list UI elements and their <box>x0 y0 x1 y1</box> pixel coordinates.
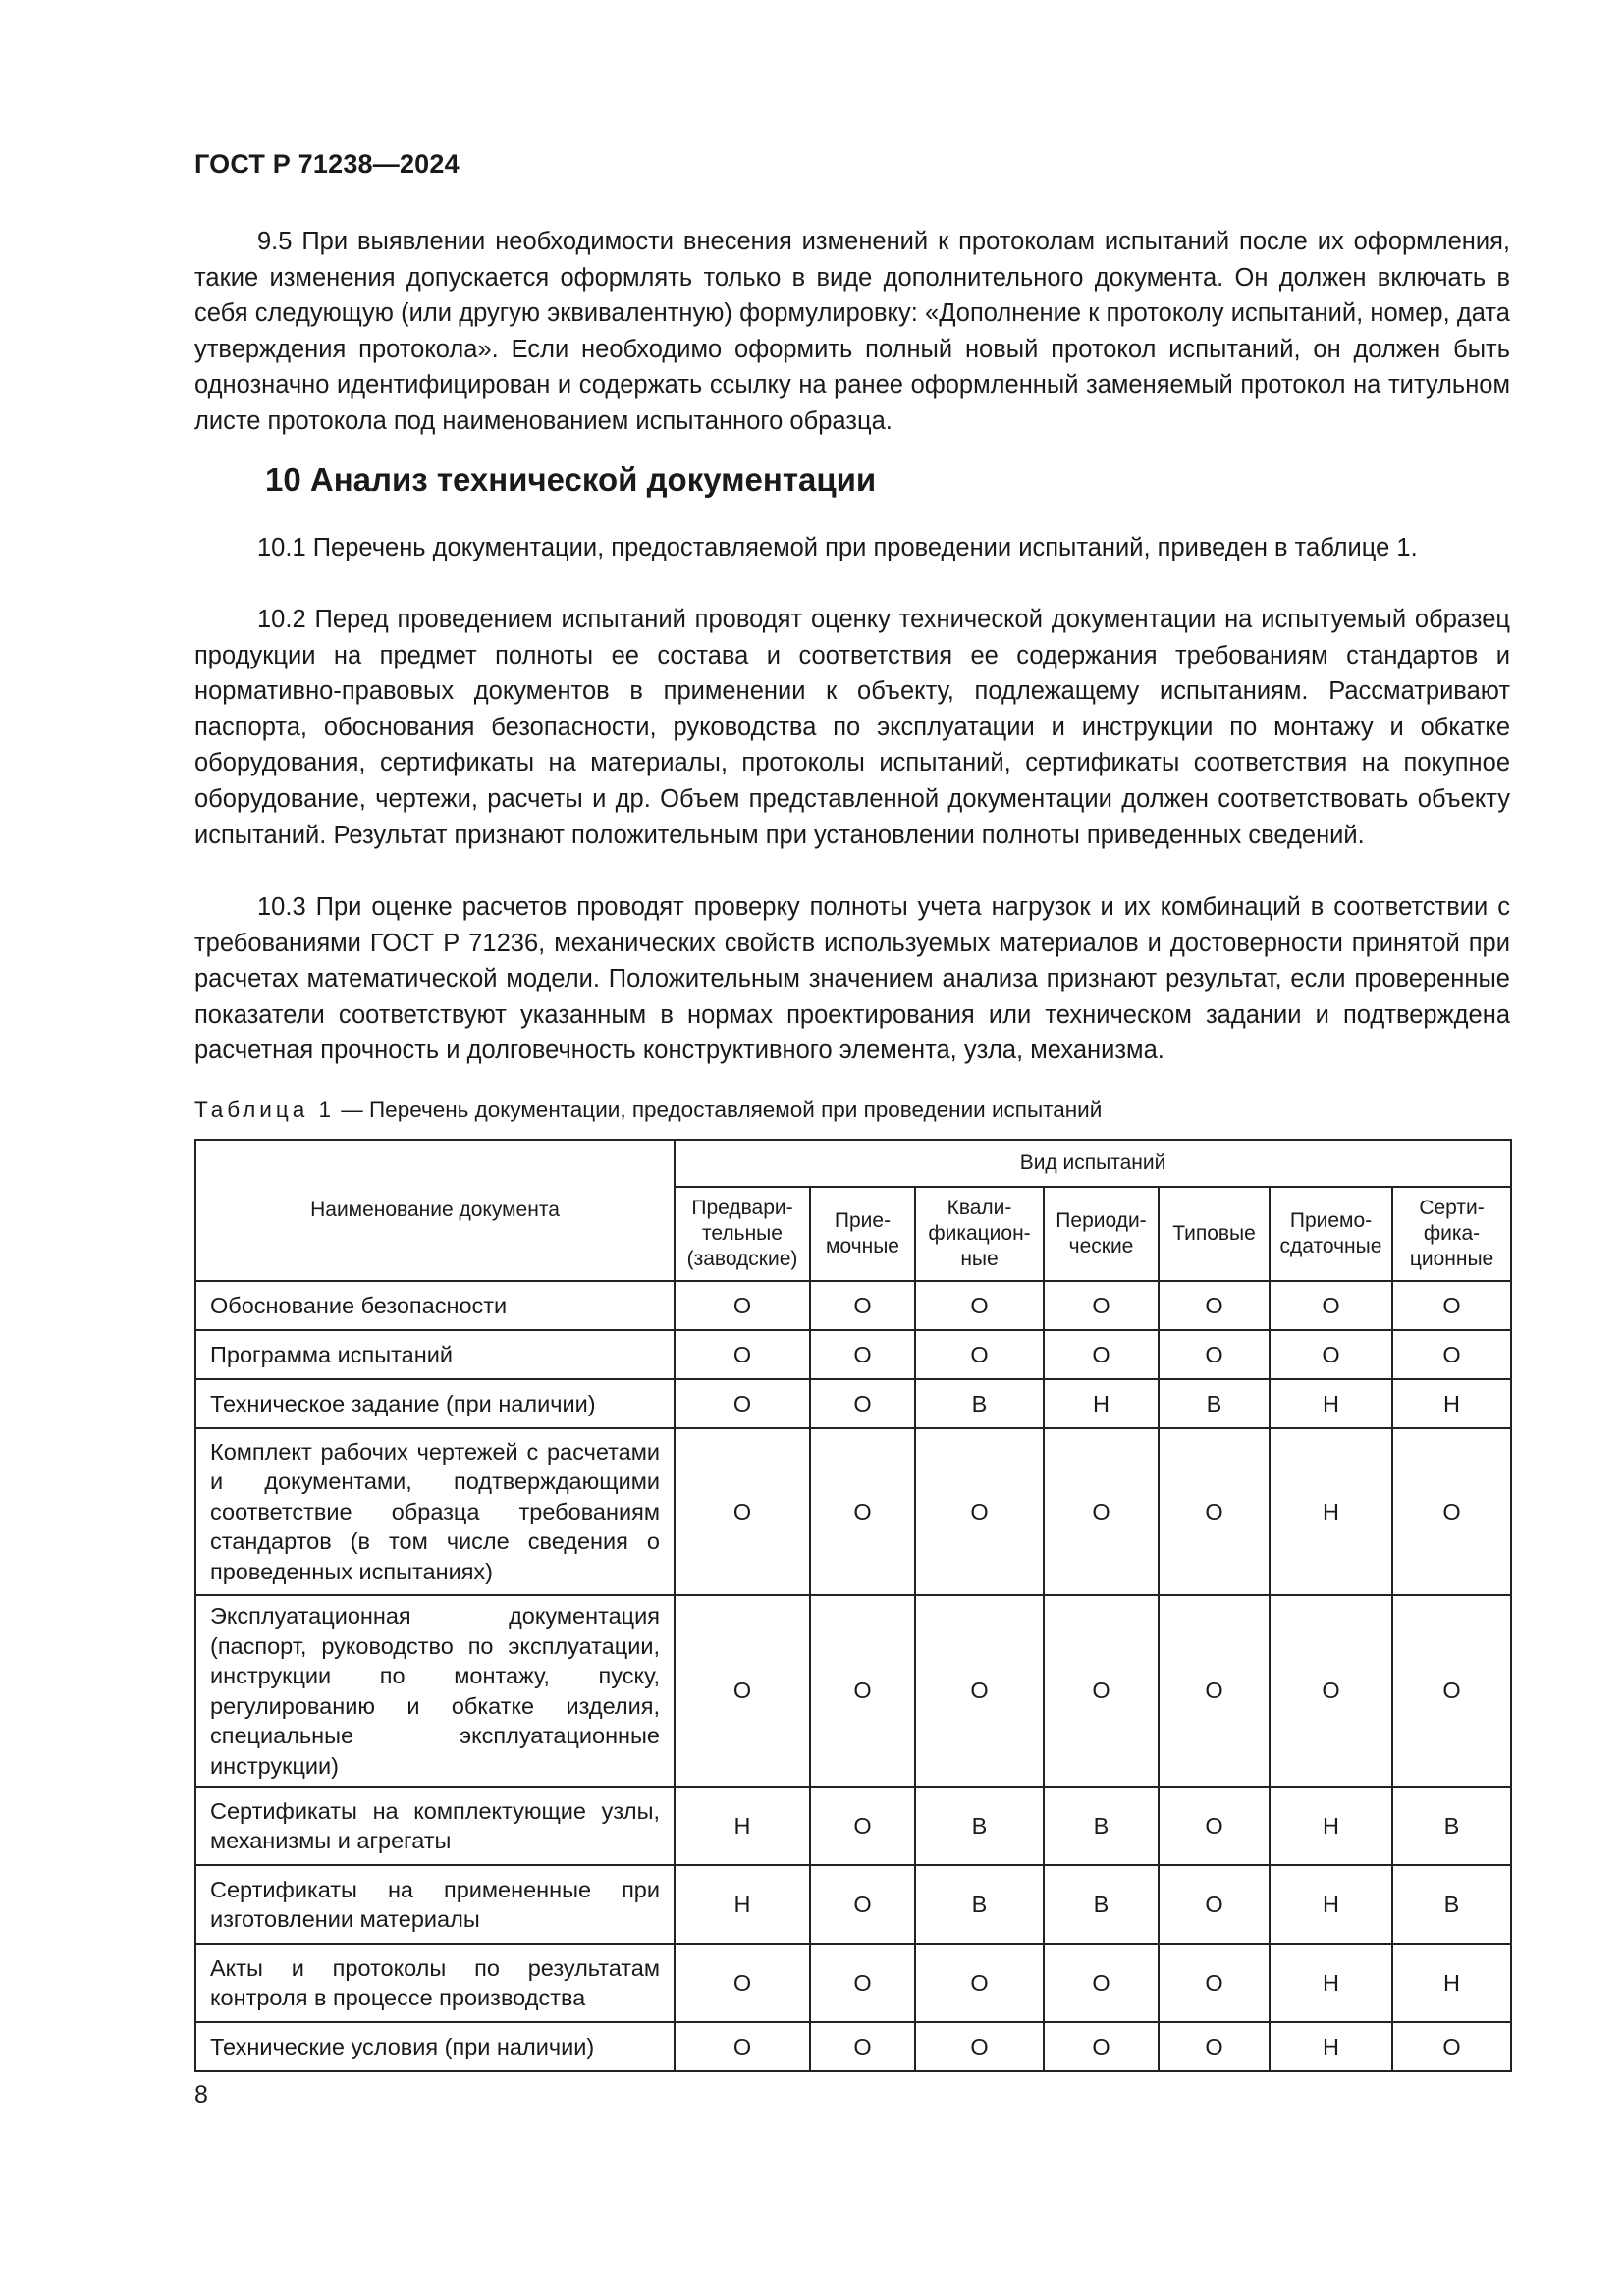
value-cell: О <box>810 2022 915 2071</box>
value-cell: Н <box>675 1787 810 1865</box>
value-cell: О <box>1392 1428 1511 1595</box>
paragraph-9-5: 9.5 При выявлении необходимости внесения изменений к протоколам испытаний после их оформления, такие изменения допускается оформлять только в виде дополнительного документа. Он должен включать в себя следующую (или другую эквивалентную) формулировку: «Дополнение к протоколу испытаний, номер, дата утверждения протокола». Если необходимо оформить полный новый протокол испытаний, он должен быть однозначно идентифицирован и содержать ссылку на ранее оформленный заменяемый протокол на титульном листе протокола под наименованием испытанного образца. <box>194 228 1510 435</box>
value-cell: О <box>1159 1281 1270 1330</box>
value-cell: Н <box>1270 1428 1392 1595</box>
value-cell: О <box>915 1281 1044 1330</box>
table-row <box>195 1595 1511 1787</box>
value-cell: О <box>810 1330 915 1379</box>
value-cell: О <box>1270 1281 1392 1330</box>
table-row <box>195 1787 1511 1865</box>
value-cell: О <box>1159 2022 1270 2071</box>
value-cell: О <box>675 1944 810 2022</box>
document-name-cell: Программа испытаний <box>195 1330 675 1379</box>
value-cell: О <box>675 1379 810 1428</box>
value-cell: О <box>1392 1595 1511 1787</box>
table-row <box>195 1379 1511 1428</box>
value-cell: В <box>915 1865 1044 1944</box>
table-row <box>195 1281 1511 1330</box>
page-number: 8 <box>194 2081 208 2109</box>
value-cell: О <box>810 1944 915 2022</box>
value-cell: О <box>810 1379 915 1428</box>
value-cell: О <box>675 1330 810 1379</box>
value-cell: О <box>1392 1330 1511 1379</box>
document-name-cell: Сертификаты на примененные при изготовлении материалы <box>195 1865 675 1944</box>
value-cell: В <box>1044 1865 1159 1944</box>
value-cell: О <box>675 1281 810 1330</box>
value-cell: О <box>1159 1330 1270 1379</box>
value-cell: О <box>1044 1428 1159 1595</box>
column-group-header: Вид испытаний <box>675 1140 1511 1187</box>
value-cell: Н <box>1270 1787 1392 1865</box>
value-cell: В <box>1392 1865 1511 1944</box>
paragraph-10-3: 10.3 При оценке расчетов проводят проверку полноты учета нагрузок и их комбинаций в соответствии с требованиями ГОСТ Р 71236, механических свойств используемых материалов и достоверности принятой при расчетах математической модели. Положительным значением анализа признают результат, если проверенные показатели соответствуют указанным в нормах проектирования или техническом задании и подтверждена расчетная прочность и долговечность конструктивного элемента, узла, механизма. <box>194 893 1510 1065</box>
table-row <box>195 2022 1511 2071</box>
value-cell: В <box>1044 1787 1159 1865</box>
document-name-cell: Эксплуатационная документация (паспорт, руководство по эксплуатации, инструкции по монтажу, пуску, регулированию и обкатке изделия, специальные эксплуатационные инструкции) <box>195 1595 675 1787</box>
document-code-header: ГОСТ Р 71238—2024 <box>194 149 460 179</box>
column-header-periodic: Периоди-ческие <box>1044 1187 1159 1281</box>
value-cell: Н <box>1270 1944 1392 2022</box>
value-cell: О <box>1392 1281 1511 1330</box>
column-header-qualification: Квали-фикацион-ные <box>915 1187 1044 1281</box>
value-cell: О <box>1392 2022 1511 2071</box>
value-cell: О <box>675 2022 810 2071</box>
value-cell: О <box>1159 1428 1270 1595</box>
document-name-cell: Сертификаты на комплектующие узлы, механизмы и агрегаты <box>195 1787 675 1865</box>
value-cell: О <box>675 1595 810 1787</box>
column-header-certification: Серти-фика-ционные <box>1392 1187 1511 1281</box>
documentation-table <box>194 1139 1512 2072</box>
column-header-preliminary: Предвари-тельные (заводские) <box>675 1187 810 1281</box>
value-cell: О <box>810 1787 915 1865</box>
table-caption <box>194 1097 1102 1123</box>
value-cell: О <box>810 1865 915 1944</box>
value-cell: Н <box>1270 2022 1392 2071</box>
table-body <box>195 1281 1511 2071</box>
document-name-cell: Обоснование безопасности <box>195 1281 675 1330</box>
value-cell: Н <box>1392 1944 1511 2022</box>
value-cell: О <box>1270 1330 1392 1379</box>
value-cell: О <box>1044 1944 1159 2022</box>
table-caption-text: — Перечень документации, предоставляемой при проведении испытаний <box>335 1097 1103 1122</box>
value-cell: О <box>915 2022 1044 2071</box>
value-cell: В <box>1159 1379 1270 1428</box>
value-cell: В <box>1392 1787 1511 1865</box>
value-cell: О <box>915 1944 1044 2022</box>
value-cell: О <box>915 1428 1044 1595</box>
value-cell: О <box>810 1428 915 1595</box>
value-cell: Н <box>675 1865 810 1944</box>
value-cell: О <box>810 1595 915 1787</box>
value-cell: Н <box>1270 1865 1392 1944</box>
value-cell: В <box>915 1787 1044 1865</box>
column-header-type: Типовые <box>1159 1187 1270 1281</box>
column-header-document-name: Наименование документа <box>195 1140 675 1281</box>
value-cell: О <box>915 1330 1044 1379</box>
value-cell: В <box>915 1379 1044 1428</box>
table-row <box>195 1330 1511 1379</box>
value-cell: О <box>1159 1595 1270 1787</box>
table-row <box>195 1944 1511 2022</box>
value-cell: О <box>915 1595 1044 1787</box>
column-header-acceptance: Прие-мочные <box>810 1187 915 1281</box>
table-row <box>195 1428 1511 1595</box>
value-cell: Н <box>1270 1379 1392 1428</box>
value-cell: О <box>1044 1595 1159 1787</box>
value-cell: Н <box>1044 1379 1159 1428</box>
document-name-cell: Комплект рабочих чертежей с расчетами и документами, подтверждающими соответствие образца требованиям стандартов (в том числе сведения о проведенных испытаниях) <box>195 1428 675 1595</box>
value-cell: О <box>1270 1595 1392 1787</box>
paragraph-10-1: 10.1 Перечень документации, предоставляемой при проведении испытаний, приведен в таблице 1. <box>257 534 1418 561</box>
section-title: 10 Анализ технической документации <box>265 461 877 498</box>
table-row <box>195 1865 1511 1944</box>
table-caption-label: Таблица 1 <box>194 1097 335 1122</box>
value-cell: О <box>1159 1865 1270 1944</box>
value-cell: О <box>1159 1944 1270 2022</box>
value-cell: О <box>810 1281 915 1330</box>
paragraph-10-2: 10.2 Перед проведением испытаний проводят оценку технической документации на испытуемый образец продукции на предмет полноты ее состава и соответствия ее содержания требованиям стандартов и нормативно-правовых документов в применении к объекту, подлежащему испытаниям. Рассматривают паспорта, обоснования безопасности, руководства по эксплуатации и инструкции по монтажу и обкатке оборудования, сертификаты на материалы, протоколы испытаний, сертификаты соответствия на покупное оборудование, чертежи, расчеты и др. Объем представленной документации должен соответствовать объекту испытаний. Результат признают положительным при установлении полноты приведенных сведений. <box>194 606 1510 849</box>
value-cell: О <box>1159 1787 1270 1865</box>
document-name-cell: Технические условия (при наличии) <box>195 2022 675 2071</box>
value-cell: О <box>675 1428 810 1595</box>
value-cell: О <box>1044 1281 1159 1330</box>
value-cell: О <box>1044 1330 1159 1379</box>
value-cell: О <box>1044 2022 1159 2071</box>
value-cell: Н <box>1392 1379 1511 1428</box>
document-name-cell: Акты и протоколы по результатам контроля в процессе производства <box>195 1944 675 2022</box>
column-header-delivery: Приемо-сдаточные <box>1270 1187 1392 1281</box>
document-name-cell: Техническое задание (при наличии) <box>195 1379 675 1428</box>
